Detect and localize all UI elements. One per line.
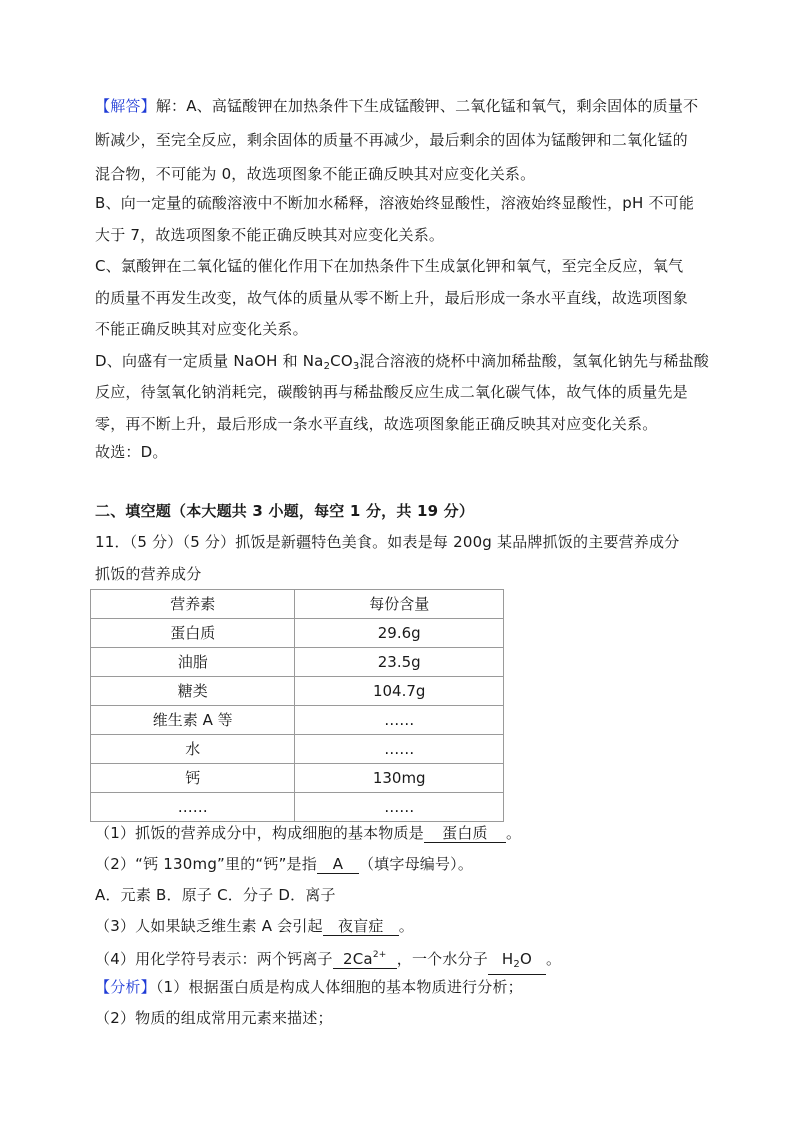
- table-row: [91, 706, 504, 735]
- answer-line-a1: 【解答】解：A、高锰酸钾在加热条件下生成锰酸钾、二氧化锰和氧气，剩余固体的质量不: [95, 97, 699, 115]
- answer-blank-4: $2Ca^{2+}$: [333, 946, 397, 969]
- table-cell: 水: [91, 735, 295, 764]
- table-cell: 维生素 A 等: [91, 706, 295, 735]
- question-2-options: A．元素 B．原子 C．分子 D．离子: [95, 886, 336, 904]
- question-4: （4）用化学符号表示：两个钙离子 $2Ca^{2+}$ ，一个水分子 $H_2O$ 。: [95, 946, 561, 975]
- table-cell: ……: [295, 735, 504, 764]
- answer-line-c2: 的质量不再发生改变，故气体的质量从零不断上升，最后形成一条水平直线，故选项图象: [95, 289, 688, 307]
- table-row: [91, 619, 504, 648]
- section-heading: 二、填空题（本大题共 3 小题，每空 1 分，共 19 分）: [95, 502, 475, 520]
- table-row: [91, 677, 504, 706]
- answer-choice: 故选：D。: [95, 443, 168, 461]
- question-11-stem: 11．（5 分）（5 分）抓饭是新疆特色美食。如表是每 200g 某品牌抓饭的主要营养成分: [95, 533, 680, 551]
- table-row: [91, 764, 504, 793]
- table-cell: 104.7g: [295, 677, 504, 706]
- table-cell: 油脂: [91, 648, 295, 677]
- table-cell: ……: [295, 793, 504, 822]
- answer-tag: 【解答】: [95, 97, 156, 115]
- analysis-line-2: （2）物质的组成常用元素来描述；: [95, 1009, 333, 1027]
- table-header-amount: 每份含量: [295, 590, 504, 619]
- question-3: （3）人如果缺乏维生素 A 会引起 夜盲症 。: [95, 917, 414, 935]
- table-header-row: [91, 590, 504, 619]
- answer-blank-3: 夜盲症: [323, 917, 399, 936]
- table-row: [91, 648, 504, 677]
- table-cell: 29.6g: [295, 619, 504, 648]
- table-cell: ……: [295, 706, 504, 735]
- answer-line-b2: 大于 7，故选项图象不能正确反映其对应变化关系。: [95, 226, 445, 244]
- table-caption: 抓饭的营养成分: [95, 565, 202, 583]
- table-cell: 糖类: [91, 677, 295, 706]
- table-cell: 130mg: [295, 764, 504, 793]
- answer-line-d2: 反应，待氢氧化钠消耗完，碳酸钠再与稀盐酸反应生成二氧化碳气体，故气体的质量先是: [95, 383, 688, 401]
- table-cell: 23.5g: [295, 648, 504, 677]
- answer-blank-1: 蛋白质: [424, 824, 506, 843]
- analysis-tag: 【分析】: [95, 978, 156, 996]
- table-row: [91, 793, 504, 822]
- table-cell: 蛋白质: [91, 619, 295, 648]
- answer-blank-2: A: [317, 855, 359, 874]
- table-row: [91, 735, 504, 764]
- answer-line-c1: C、氯酸钾在二氧化锰的催化作用下在加热条件下生成氯化钾和氧气，至完全反应，氧气: [95, 257, 684, 275]
- answer-line-a3: 混合物，不可能为 0，故选项图象不能正确反映其对应变化关系。: [95, 165, 536, 183]
- table-cell: ……: [91, 793, 295, 822]
- answer-line-a2: 断减少，至完全反应，剩余固体的质量不再减少，最后剩余的固体为锰酸钾和二氧化锰的: [95, 131, 688, 149]
- answer-line-b1: B、向一定量的硫酸溶液中不断加水稀释，溶液始终显酸性，溶液始终显酸性，pH 不可能: [95, 194, 695, 212]
- table-header-nutrient: 营养素: [91, 590, 295, 619]
- question-2: （2）“钙 130mg”里的“钙”是指 A （填字母编号）。: [95, 855, 474, 873]
- answer-line-d1: D、向盛有一定质量 NaOH 和 $Na_2CO_3$混合溶液的烧杯中滴加稀盐酸，氢氧化钠先与稀盐酸: [95, 352, 709, 372]
- answer-line-c3: 不能正确反映其对应变化关系。: [95, 320, 308, 338]
- analysis-line-1: 【分析】（1）根据蛋白质是构成人体细胞的基本物质进行分析；: [95, 978, 523, 996]
- table-cell: 钙: [91, 764, 295, 793]
- answer-line-d3: 零，再不断上升，最后形成一条水平直线，故选项图象能正确反映其对应变化关系。: [95, 415, 658, 433]
- nutrition-table: [90, 589, 504, 822]
- answer-blank-5: $H_2O$: [488, 950, 546, 975]
- question-1: （1）抓饭的营养成分中，构成细胞的基本物质是 蛋白质 。: [95, 824, 522, 842]
